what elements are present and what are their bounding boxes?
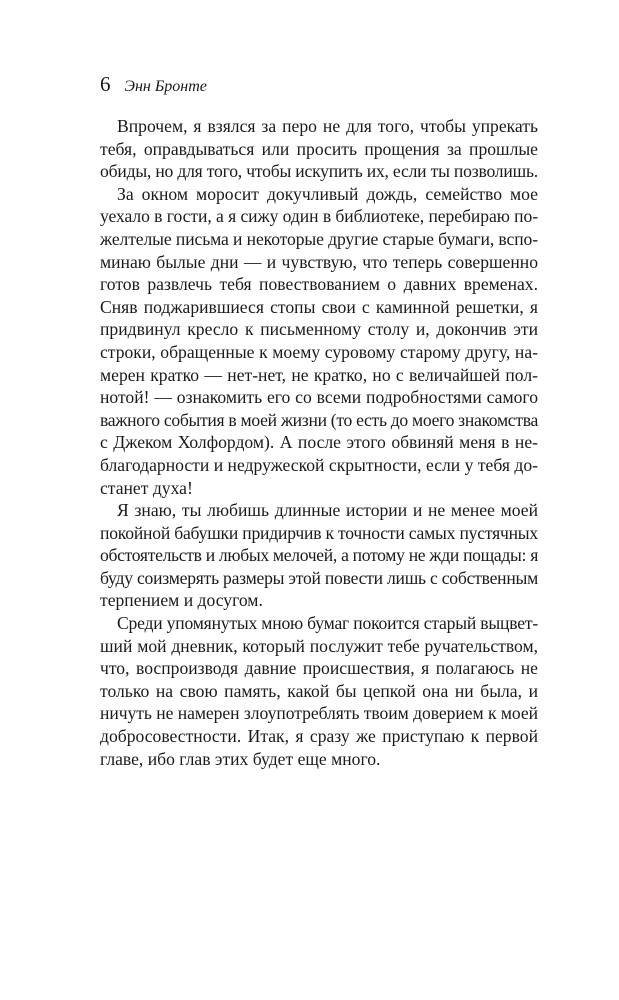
- text-line: тебя, оправдываться или просить прощения за прошлые: [100, 138, 538, 159]
- text-line: уехало в гости, а я сижу один в библиотеке, перебираю по-: [100, 206, 538, 227]
- text-line: обиды, но для того, чтобы искупить их, если ты позволишь.: [100, 161, 538, 182]
- text-line: терпением и досугом.: [100, 590, 263, 611]
- book-page: [100, 72, 538, 770]
- text-line: придвинул кресло к письменному столу и, докончив эти: [100, 319, 538, 340]
- text-line: Я знаю, ты любишь длинные истории и не менее моей: [117, 500, 538, 521]
- text-line: желтелые письма и некоторые другие старые бумаги, вспо-: [100, 228, 538, 249]
- body-text: [100, 115, 538, 770]
- text-line: буду соизмерять размеры этой повести лишь с собственным: [100, 567, 538, 588]
- text-line: только на свою память, какой бы цепкой она ни была, и: [100, 680, 538, 701]
- text-line: нотой! — ознакомить его со всеми подробностями самого: [100, 387, 538, 408]
- text-line: с Джеком Холфордом). А после этого обвиняй меня в не-: [100, 432, 538, 453]
- text-line: что, воспроизводя давние происшествия, я полагаюсь не: [100, 658, 538, 679]
- text-line: строки, обращенные к моему суровому старому другу, на-: [100, 341, 538, 362]
- text-line: Впрочем, я взялся за перо не для того, чтобы упрекать: [117, 116, 538, 136]
- text-line: готов развлечь тебя повествованием о давних временах.: [100, 274, 538, 295]
- text-line: благодарности и недружеской скрытности, если у тебя до-: [100, 454, 538, 475]
- author-name: Энн Бронте: [124, 78, 207, 95]
- page-number: 6: [100, 72, 111, 96]
- text-line: добросовестности. Итак, я сразу же приступаю к первой: [100, 726, 538, 747]
- paragraph: [100, 612, 538, 770]
- text-line: ничуть не намерен злоупотреблять твоим доверием к моей: [100, 703, 538, 724]
- text-line: минаю былые дни — и чувствую, что теперь совершенно: [100, 251, 538, 272]
- text-line: станет духа!: [100, 477, 193, 498]
- text-line: За окном моросит докучливый дождь, семейство мое: [117, 183, 538, 204]
- text-line: покойной бабушки придирчив к точности самых пустячных: [100, 522, 538, 543]
- text-line: мерен кратко — нет-нет, не кратко, но с величайшей пол-: [100, 364, 538, 385]
- text-line: Среди упомянутых мною бумаг покоится старый выцвет-: [117, 613, 539, 634]
- paragraph: [100, 115, 538, 183]
- text-line: главе, ибо глав этих будет еще много.: [100, 748, 381, 769]
- text-line: важного события в моей жизни (то есть до моего знакомства: [100, 409, 538, 430]
- paragraph: [100, 183, 538, 499]
- text-line: Сняв поджарившиеся стопы свои с каминной решетки, я: [100, 296, 538, 317]
- paragraph: [100, 499, 538, 612]
- running-head: [100, 72, 538, 98]
- text-line: обстоятельств и любых мелочей, а потому не жди пощады: я: [100, 545, 538, 566]
- text-line: ший мой дневник, который послужит тебе ручательством,: [100, 635, 538, 656]
